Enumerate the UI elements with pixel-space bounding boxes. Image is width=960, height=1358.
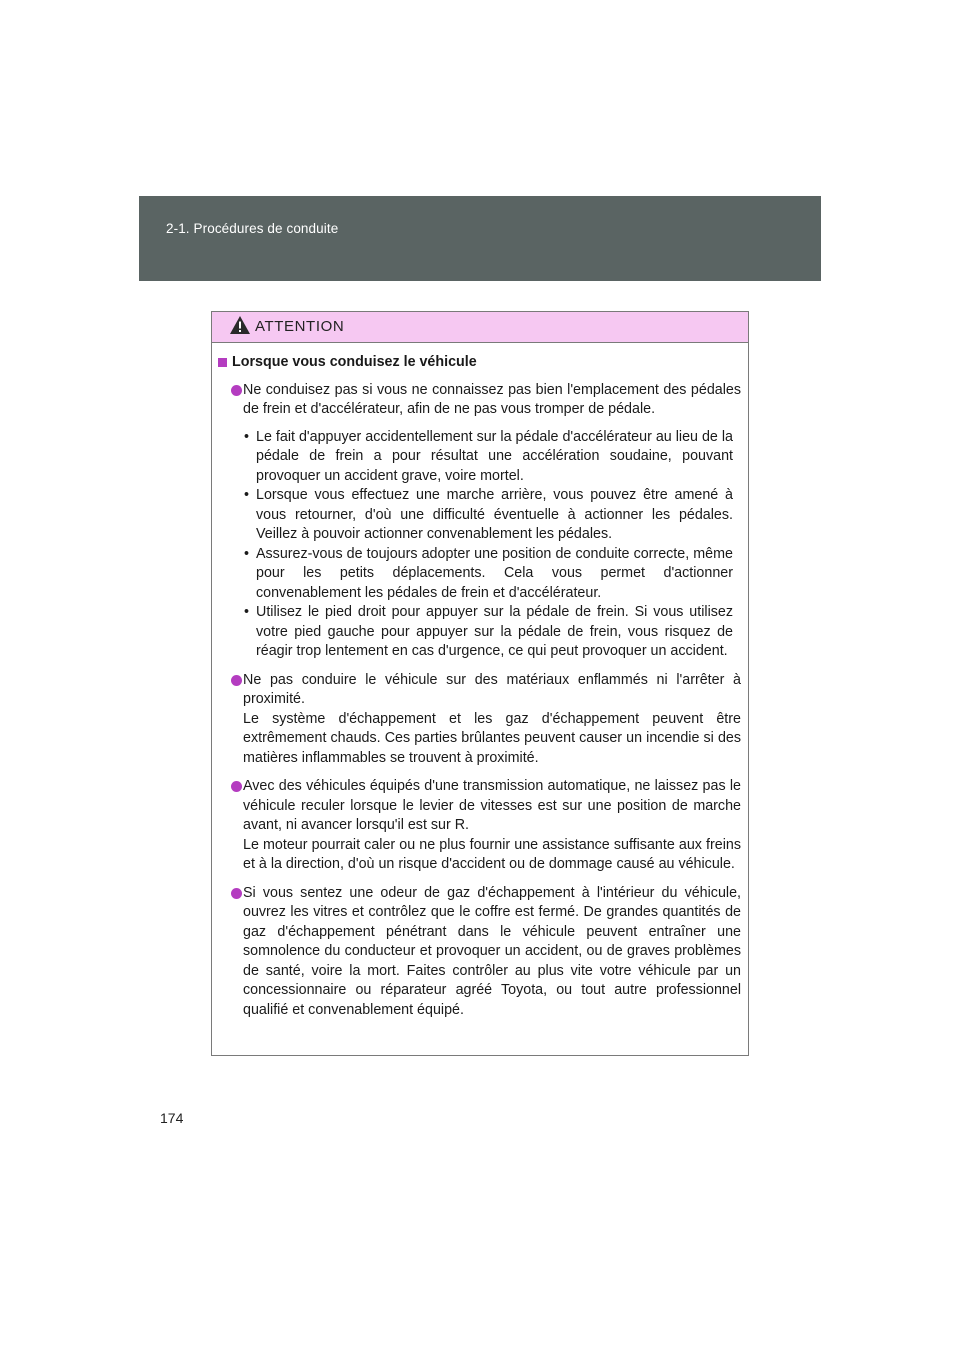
circle-bullet-icon — [231, 385, 242, 396]
sub-list-item — [243, 545, 733, 604]
sub-list-item-text: Assurez-vous de toujours adopter une position de conduite correcte, même pour les petits déplacements. Cela vous permet d'actionner convenablement les pédales de frein et d'accélérateur. — [256, 545, 733, 601]
warning-subheading-text: Lorsque vous conduisez le véhicule — [232, 354, 477, 370]
circle-bullet-icon — [231, 888, 242, 899]
warning-paragraph: Le système d'échappement et les gaz d'échappement peuvent être extrêmement chauds. Ces parties brûlantes peuvent causer un incendie si des matières inflammables se trouvent à proximité. — [243, 710, 741, 766]
warning-box — [211, 311, 749, 1056]
circle-bullet-icon — [231, 675, 242, 686]
warning-subheading — [218, 353, 741, 373]
square-bullet-icon — [218, 358, 227, 367]
sub-list-item — [243, 428, 733, 487]
warning-item — [218, 777, 741, 875]
sub-list — [243, 428, 733, 662]
sub-list-item-text: Lorsque vous effectuez une marche arrière, vous pouvez être amené à vous retourner, d'où une difficulté éventuelle à actionner les pédales. Veillez à pouvoir actionner convenablement les pédales. — [256, 487, 733, 542]
warning-paragraph: Avec des véhicules équipés d'une transmission automatique, ne laissez pas le véhicule reculer lorsque le levier de vitesses est sur une position de marche avant, ni avancer lorsqu'il est sur R. — [243, 778, 741, 833]
warning-paragraph: Ne pas conduire le véhicule sur des matériaux enflammés ni l'arrêter à proximité. — [243, 671, 741, 707]
small-bullet-icon: • — [244, 428, 250, 445]
section-header-band — [139, 196, 821, 281]
page-number: 174 — [160, 1110, 184, 1126]
sub-list-item-text: Utilisez le pied droit pour appuyer sur la pédale de frein. Si vous utilisez votre pied gauche pour appuyer sur la pédale de frein, vous risquez de réagir trop lentement en cas d'urgence, ce qui peut provoquer un accident. — [256, 604, 733, 659]
warning-paragraph: Le moteur pourrait caler ou ne plus fournir une assistance suffisante aux freins et à la direction, d'où un risque d'accident ou de dommage causé au véhicule. — [243, 836, 741, 872]
sub-list-item — [243, 603, 733, 662]
sub-list-item — [243, 486, 733, 545]
warning-body — [212, 343, 748, 1020]
warning-triangle-icon — [229, 315, 251, 335]
sub-list-item-text: Le fait d'appuyer accidentellement sur la pédale d'accélérateur au lieu de la pédale de frein a pour résultat une accélération soudaine, pouvant provoquer un accident grave, voire mortel. — [256, 428, 733, 484]
warning-title: ATTENTION — [255, 318, 345, 335]
section-title: 2-1. Procédures de conduite — [166, 221, 339, 236]
small-bullet-icon: • — [244, 487, 250, 503]
small-bullet-icon: • — [244, 604, 250, 620]
warning-item — [218, 381, 741, 662]
warning-item — [218, 884, 741, 1021]
small-bullet-icon: • — [244, 545, 250, 562]
warning-header — [212, 312, 748, 343]
warning-paragraph: Ne conduisez pas si vous ne connaissez pas bien l'emplacement des pédales de frein et d'accélérateur, afin de ne pas vous tromper de pédale. — [243, 381, 741, 417]
warning-item — [218, 671, 741, 769]
circle-bullet-icon — [231, 781, 242, 792]
warning-paragraph: Si vous sentez une odeur de gaz d'échappement à l'intérieur du véhicule, ouvrez les vitres et contrôlez que le coffre est fermé. De grandes quantités de gaz d'échappement pénétrant dans le véhicule peuvent entraîner une somnolence du conducteur et provoquer un accident, ou de graves problèmes de santé, voire la mort. Faites contrôler au plus vite votre véhicule par un concessionnaire ou réparateur agréé Toyota, ou tout autre professionnel qualifié et convenablement équipé. — [243, 884, 741, 1018]
